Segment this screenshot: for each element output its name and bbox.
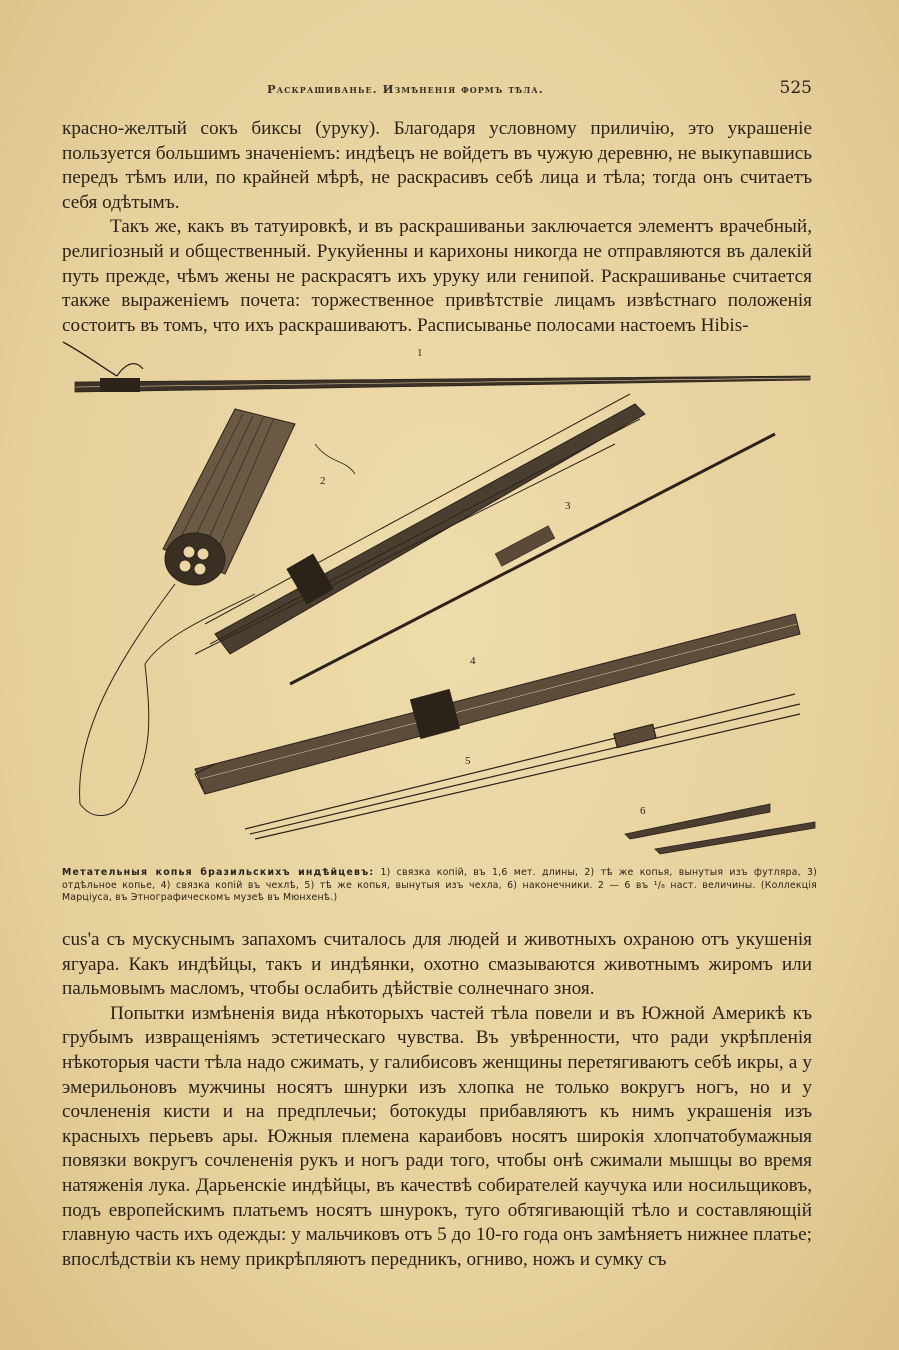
- caption-body: 1) связка копій, въ 1,6 мет. длины, 2) тѣ же копья, вынутыя изъ футляра, 3) отдѣльное копье, 4) связка копій въ чехлѣ, 5) тѣ же копья, вынутыя изъ чехла, 6) наконечники. 2 — 6 въ ¹/₈ наст. величины. (Коллекція Марціуса, въ Этнографическомъ музеѣ въ Мюнхенѣ.): [62, 867, 817, 904]
- spears-illustration: [55, 334, 825, 864]
- figure-label-6: 6: [640, 805, 646, 817]
- figure-label-1: 1: [417, 347, 423, 359]
- figure-label-4: 4: [470, 655, 476, 667]
- figure-label-5: 5: [465, 755, 471, 767]
- paragraph: Такъ же, какъ въ татуировкѣ, и въ раскрашиваньи заключается элементъ врачебный, религіозный и общественный. Рукуйенны и карихоны никогда не отправляются въ далекій путь прежде, чѣмъ жены не раскрасятъ ихъ уруку или генипой. Раскрашиванье считается также выраженіемъ почета: торжественное привѣтствіе лицамъ извѣстнаго положенія состоитъ въ томъ, что ихъ раскрашиваютъ. Расписыванье полосами настоемъ Hibis-: [62, 216, 812, 336]
- paragraph: cus'a съ мускуснымъ запахомъ считалось для людей и животныхъ охраною отъ укушенія ягуара. Какъ индѣйцы, такъ и индѣянки, охотно смазываются животнымъ жиромъ или пальмовымъ масломъ, чтобы ослабить дѣйствіе солнечнаго зноя.: [62, 929, 812, 1000]
- spear-heads-6: [625, 804, 815, 854]
- spears-engraving: [55, 334, 825, 864]
- figure-label-2: 2: [320, 475, 326, 487]
- page-number: 525: [779, 78, 812, 98]
- running-head: [62, 80, 812, 102]
- paragraph: красно-желтый сокъ биксы (уруку). Благодаря условному приличію, это украшеніе пользуется большимъ значеніемъ: индѣецъ не войдетъ въ чужую деревню, не выкупавшись передъ тѣмъ или, по крайней мѣрѣ, не раскрасивъ себѣ лица и тѣла; тогда онъ считаетъ себя одѣтымъ.: [62, 118, 812, 213]
- paragraph: Попытки измѣненія вида нѣкоторыхъ частей тѣла повели и въ Южной Америкѣ къ грубымъ извращеніямъ эстетическаго чувства. Въ увѣренности, что ради укрѣпленія нѣкоторыя части тѣла надо сжимать, у галибисовъ женщины перетягиваютъ себѣ икры, а у эмерильоновъ мужчины носятъ шнурки изъ хлопка не только вокругъ ногъ, но и у сочлененія кисти и на предплечьи; ботокуды прибавляютъ къ нимъ украшенія изъ красныхъ перьевъ ары. Южныя племена караибовъ носятъ широкія хлопчатобумажныя повязки вокругъ сочлененія рукъ и ногъ ради того, чтобы онѣ сжимали мышцы во время натяженія лука. Дарьенскіе индѣйцы, въ качествѣ собирателей каучука или носильщиковъ, подъ европейскимъ платьемъ носятъ шнурокъ, туго обтягивающій тѣло и составляющій главную часть ихъ одежды: у мальчиковъ отъ 5 до 10-го года онъ замѣняетъ нижнее платье; впослѣдствіи къ нему прикрѣпляютъ передникъ, огниво, ножъ и сумку съ: [62, 1002, 812, 1270]
- text-block-top: [62, 117, 812, 338]
- running-title: Раскрашиванье. Измѣненія формъ тѣла.: [267, 82, 544, 96]
- caption-lead: Метательныя копья бразильскихъ индѣйцевъ:: [62, 867, 375, 878]
- text-block-bottom: [62, 928, 812, 1272]
- figure-label-3: 3: [565, 500, 571, 512]
- figure-caption: [62, 867, 817, 905]
- spear-bundle-1: [63, 342, 810, 392]
